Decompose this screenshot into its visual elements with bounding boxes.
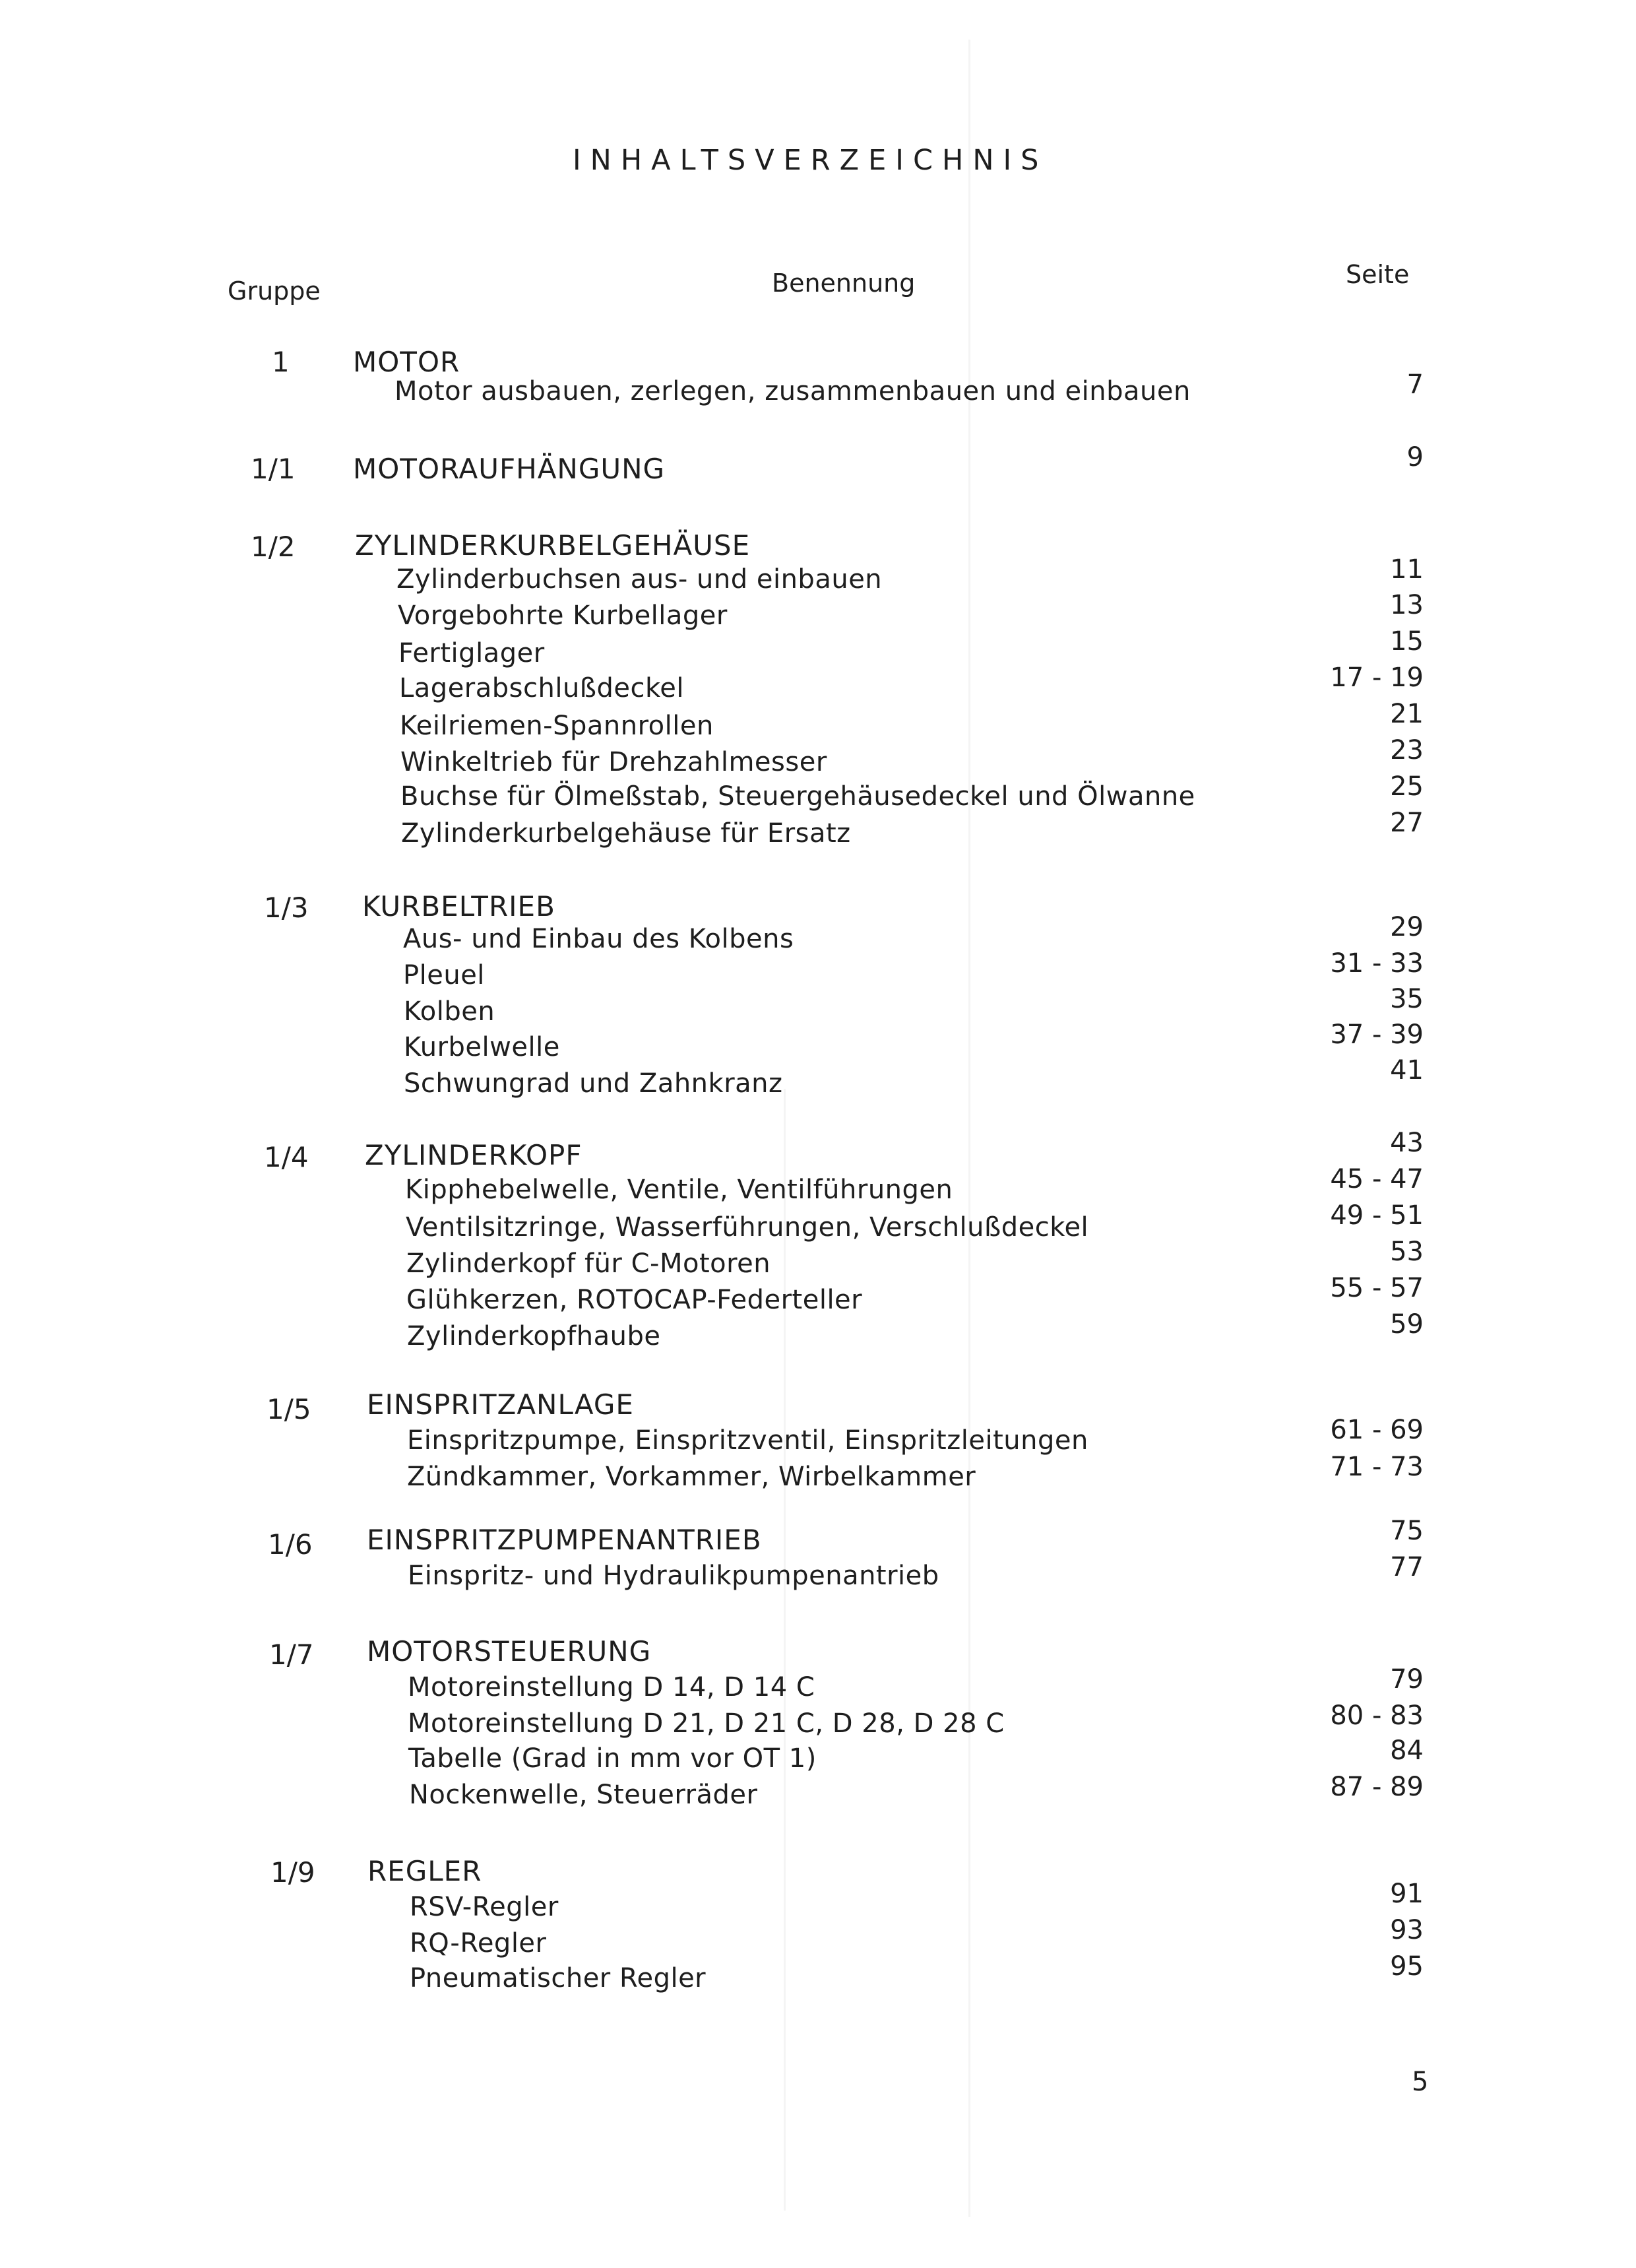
entry-page: 25 xyxy=(1390,771,1424,802)
entry-page: 80 - 83 xyxy=(1330,1701,1424,1731)
column-header-page: Seite xyxy=(1346,260,1410,289)
section-title: MOTOR xyxy=(353,346,460,378)
entry-page: 49 - 51 xyxy=(1330,1200,1424,1231)
entry-text: Kolben xyxy=(404,996,495,1027)
section-title: MOTORAUFHÄNGUNG xyxy=(353,453,666,485)
entry-page: 93 xyxy=(1390,1915,1424,1945)
entry-text: Kipphebelwelle, Ventile, Ventilführungen xyxy=(405,1175,953,1205)
group-number: 1/1 xyxy=(251,453,296,485)
entry-text: Buchse für Ölmeßstab, Steuergehäusedeckel und Ölwanne xyxy=(400,781,1195,812)
section-page: 43 xyxy=(1390,1128,1424,1158)
section-title: ZYLINDERKOPF xyxy=(365,1139,582,1171)
section-title: EINSPRITZANLAGE xyxy=(367,1388,634,1421)
entry-text: Einspritz- und Hydraulikpumpenantrieb xyxy=(408,1561,939,1591)
column-header-group: Gruppe xyxy=(228,276,321,306)
entry-text: Lagerabschlußdeckel xyxy=(399,673,684,703)
entry-page: 77 xyxy=(1390,1552,1424,1582)
entry-text: Motoreinstellung D 21, D 21 C, D 28, D 28 C xyxy=(408,1708,1005,1739)
bleed-through-line xyxy=(784,1089,786,2211)
entry-page: 17 - 19 xyxy=(1330,663,1424,693)
entry-page: 7 xyxy=(1406,370,1424,400)
entry-text: Vorgebohrte Kurbellager xyxy=(398,600,728,631)
section-title: ZYLINDERKURBELGEHÄUSE xyxy=(355,529,751,562)
group-number: 1 xyxy=(272,346,290,378)
entry-text: Kurbelwelle xyxy=(404,1032,560,1062)
group-number: 1/2 xyxy=(251,531,296,563)
entry-text: RSV-Regler xyxy=(410,1892,559,1922)
page-title: INHALTSVERZEICHNIS xyxy=(573,144,1048,177)
group-number: 1/5 xyxy=(267,1393,311,1425)
entry-text: Ventilsitzringe, Wasserführungen, Verschlußdeckel xyxy=(406,1212,1089,1243)
entry-text: Winkeltrieb für Drehzahlmesser xyxy=(400,747,827,777)
entry-text: Fertiglager xyxy=(398,638,545,668)
entry-page: 61 - 69 xyxy=(1330,1415,1424,1445)
entry-page: 84 xyxy=(1390,1735,1424,1766)
entry-text: Pleuel xyxy=(403,960,485,990)
section-title: EINSPRITZPUMPENANTRIEB xyxy=(367,1524,762,1556)
entry-text: Aus- und Einbau des Kolbens xyxy=(403,924,794,954)
entry-page: 11 xyxy=(1390,554,1424,585)
entry-text: Motoreinstellung D 14, D 14 C xyxy=(408,1672,815,1702)
entry-text: Zündkammer, Vorkammer, Wirbelkammer xyxy=(407,1462,976,1492)
entry-text: Keilriemen-Spannrollen xyxy=(400,711,714,741)
entry-text: Schwungrad und Zahnkranz xyxy=(404,1068,783,1099)
entry-page: 15 xyxy=(1390,626,1424,657)
entry-page: 23 xyxy=(1390,735,1424,765)
entry-text: Zylinderkopfhaube xyxy=(407,1321,661,1351)
entry-text: Zylinderkopf für C-Motoren xyxy=(406,1248,771,1279)
entry-page: 37 - 39 xyxy=(1330,1020,1424,1050)
entry-page: 71 - 73 xyxy=(1330,1452,1424,1482)
entry-page: 91 xyxy=(1390,1879,1424,1909)
group-number: 1/6 xyxy=(268,1528,313,1561)
column-header-name: Benennung xyxy=(772,269,916,298)
entry-text: Zylinderkurbelgehäuse für Ersatz xyxy=(401,818,851,849)
section-title: KURBELTRIEB xyxy=(362,890,555,923)
entry-page: 59 xyxy=(1390,1309,1424,1340)
entry-text: Tabelle (Grad in mm vor OT 1) xyxy=(408,1743,817,1774)
entry-text: RQ-Regler xyxy=(410,1928,547,1959)
entry-text: Zylinderbuchsen aus- und einbauen xyxy=(396,564,883,595)
entry-page: 95 xyxy=(1390,1951,1424,1982)
entry-text: Einspritzpumpe, Einspritzventil, Einspritzleitungen xyxy=(407,1425,1088,1456)
section-title: MOTORSTEUERUNG xyxy=(367,1635,652,1668)
entry-page: 31 - 33 xyxy=(1330,948,1424,979)
group-number: 1/3 xyxy=(264,891,309,924)
entry-page: 27 xyxy=(1390,808,1424,838)
entry-page: 79 xyxy=(1390,1664,1424,1695)
entry-text: Pneumatischer Regler xyxy=(410,1963,707,1993)
group-number: 1/9 xyxy=(270,1856,315,1889)
group-number: 1/7 xyxy=(269,1638,314,1671)
entry-page: 53 xyxy=(1390,1237,1424,1267)
section-title: REGLER xyxy=(367,1855,482,1887)
section-page: 75 xyxy=(1390,1516,1424,1546)
entry-page: 29 xyxy=(1390,912,1424,942)
entry-text: Motor ausbauen, zerlegen, zusammenbauen und einbauen xyxy=(394,376,1191,406)
entry-page: 13 xyxy=(1390,590,1424,620)
section-page: 9 xyxy=(1406,442,1424,472)
entry-page: 21 xyxy=(1390,699,1424,729)
entry-page: 45 - 47 xyxy=(1330,1164,1424,1194)
entry-page: 41 xyxy=(1390,1055,1424,1085)
entry-page: 87 - 89 xyxy=(1330,1772,1424,1802)
entry-text: Nockenwelle, Steuerräder xyxy=(409,1780,758,1810)
entry-page: 55 - 57 xyxy=(1330,1273,1424,1303)
group-number: 1/4 xyxy=(264,1141,309,1173)
page-number: 5 xyxy=(1412,2067,1429,2097)
entry-page: 35 xyxy=(1390,984,1424,1014)
bleed-through-line xyxy=(968,40,970,2217)
entry-text: Glühkerzen, ROTOCAP-Federteller xyxy=(406,1285,863,1315)
